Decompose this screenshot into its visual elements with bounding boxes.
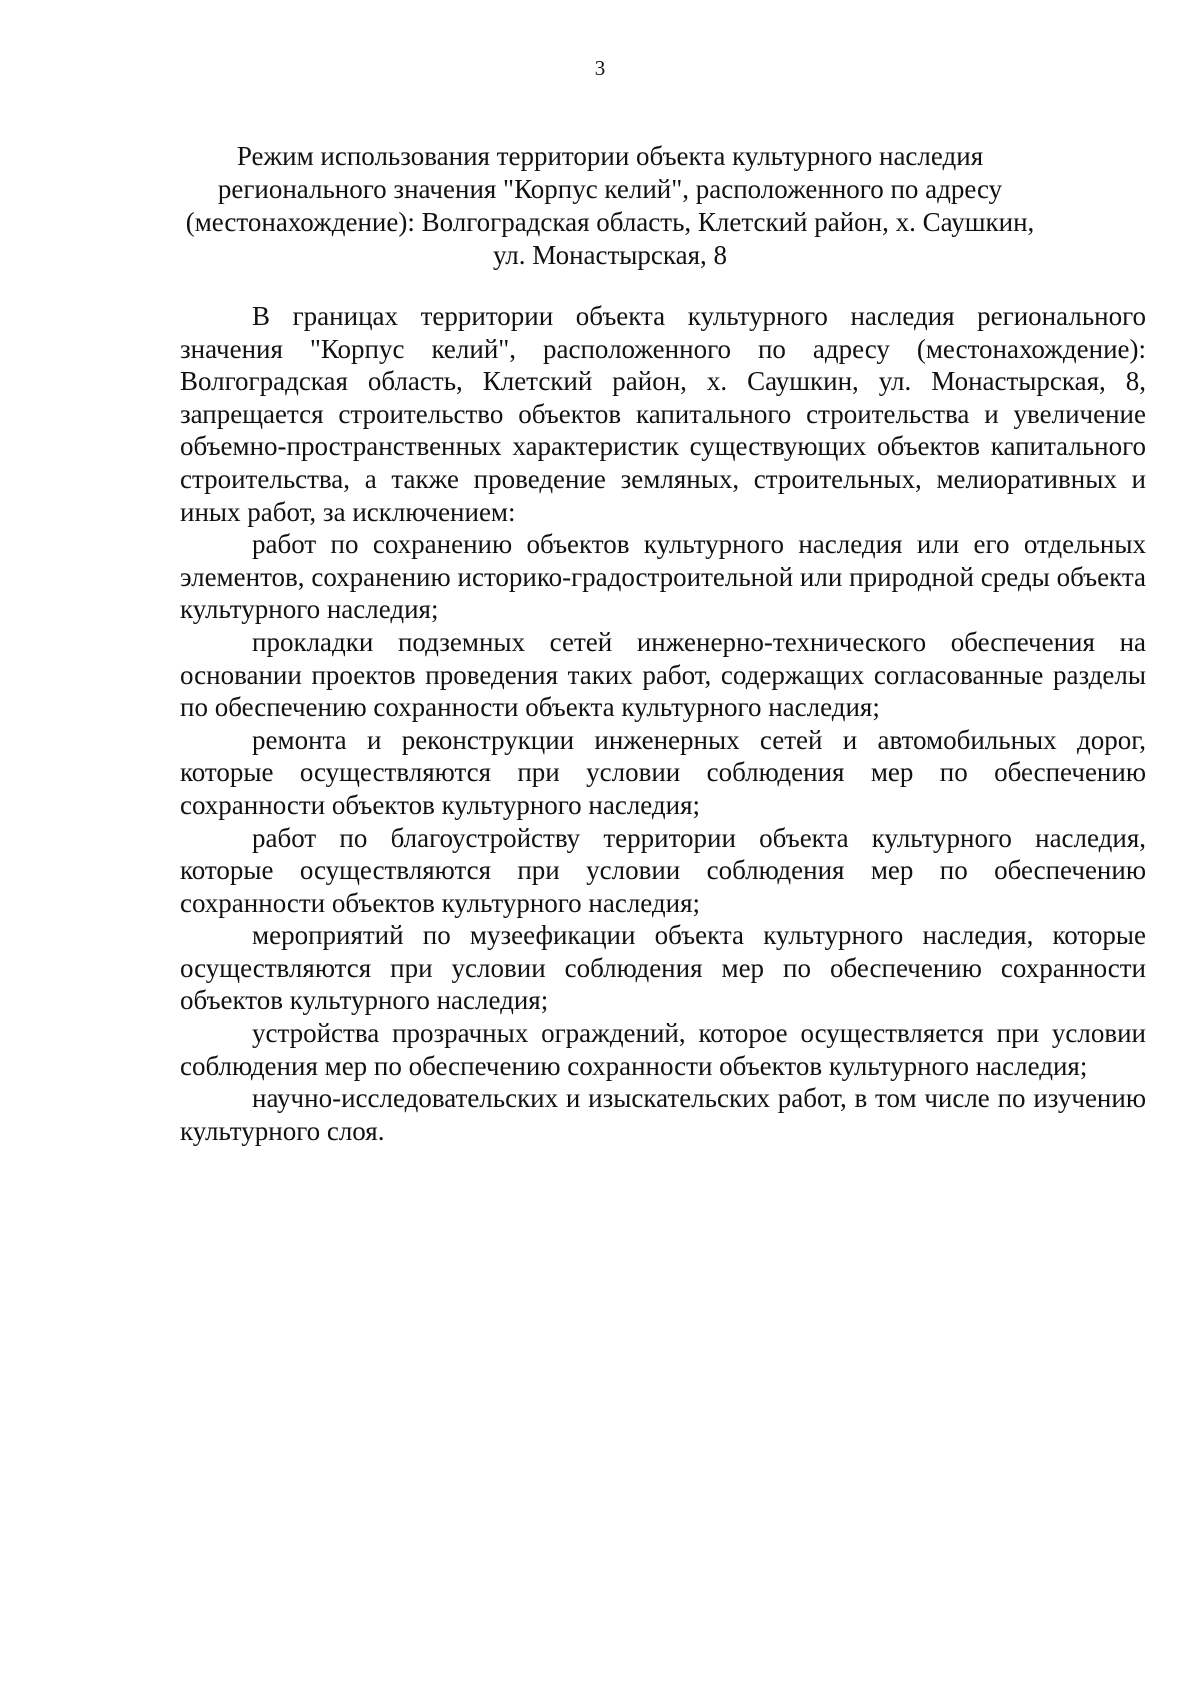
document-title (180, 140, 1040, 272)
exception-item: мероприятий по музеефикации объекта культурного наследия, которые осуществляются при условии соблюдения мер по обеспечению сохранности объектов культурного наследия; (180, 920, 1146, 1016)
exception-item: прокладки подземных сетей инженерно-технического обеспечения на основании проектов проведения таких работ, содержащих согласованные разделы по обеспечению сохранности объекта культурного наследия; (180, 626, 1146, 723)
exception-item: ремонта и реконструкции инженерных сетей и автомобильных дорог, которые осуществляются при условии соблюдения мер по обеспечению сохранности объектов культурного наследия; (180, 724, 1146, 820)
exception-item: работ по сохранению объектов культурного наследия или его отдельных элементов, сохранению историко-градостроительной или природной среды объекта культурного наследия; (180, 529, 1146, 625)
exception-item: работ по благоустройству территории объекта культурного наследия, которые осуществляются при условии соблюдения мер по обеспечению сохранности объектов культурного наследия; (180, 822, 1146, 918)
exception-item: научно-исследовательских и изыскательских работ, в том числе по изучению культурного слоя. (180, 1083, 1146, 1146)
title-line: Режим использования территории объекта культурного наследия (236, 141, 984, 171)
title-line: ул. Монастырская, 8 (492, 240, 728, 270)
intro-paragraph: В границах территории объекта культурного наследия регионального значения "Корпус келий", расположенного по адресу (местонахождение): Волгоградская область, Клетский район, х. Саушкин, ул. Монастырская, 8, запрещается строительство объектов капитального строительства и увеличение объемно-пространственных характеристик существующих объектов капитального строительства, а также проведение земляных, строительных, мелиоративных и иных работ, за исключением: (180, 301, 1146, 527)
title-line: (местонахождение): Волгоградская область, Клетский район, х. Саушкин, (185, 207, 1035, 237)
exception-item: устройства прозрачных ограждений, которое осуществляется при условии соблюдения мер по обеспечению сохранности объектов культурного наследия; (180, 1018, 1146, 1081)
title-line: регионального значения "Корпус келий", расположенного по адресу (217, 174, 1003, 204)
document-body (180, 300, 1146, 1147)
page-number: 3 (594, 56, 606, 80)
